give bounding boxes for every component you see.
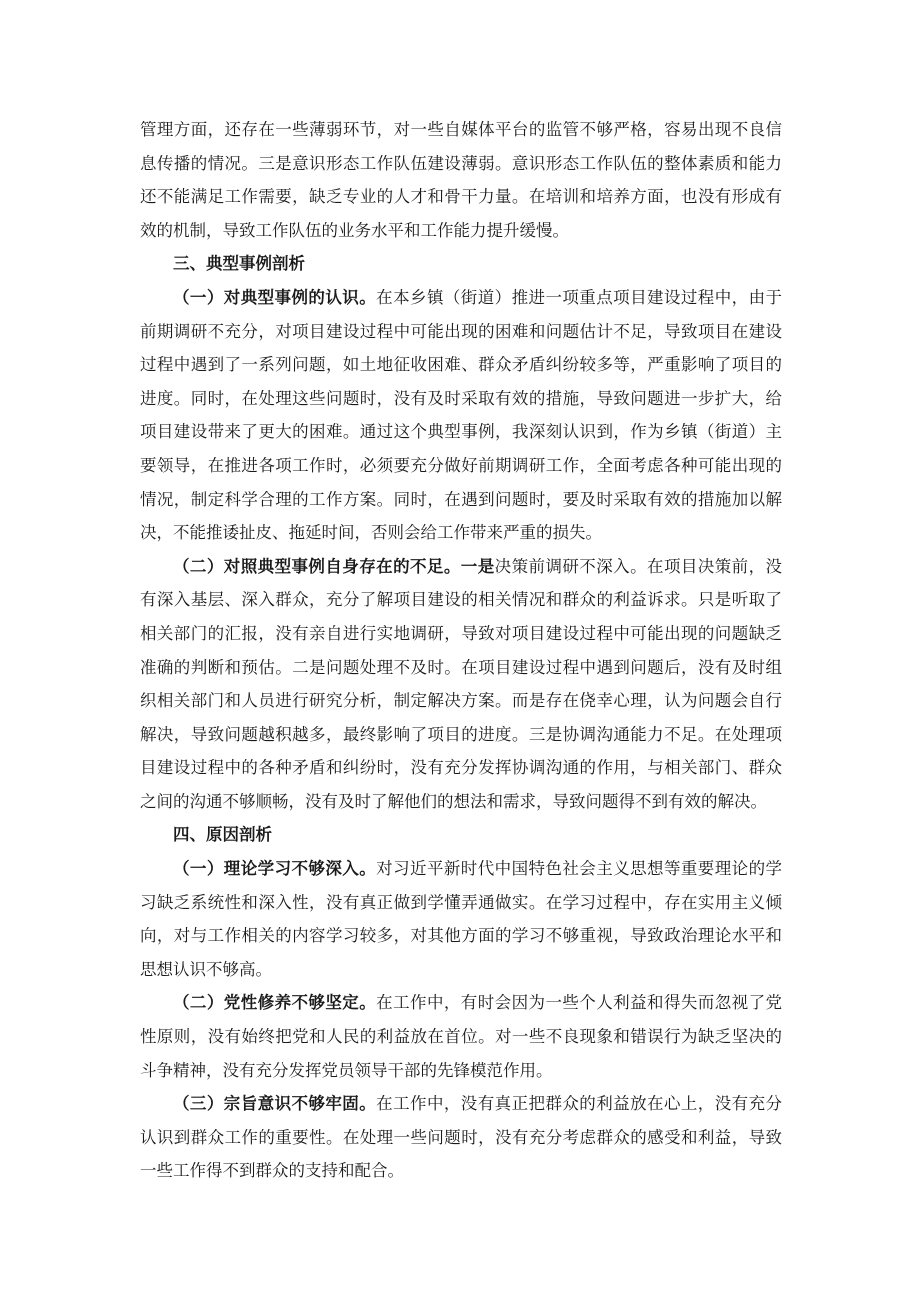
paragraph-4-3 (140, 1087, 782, 1188)
paragraph-lead: （三）宗旨意识不够牢固。 (173, 1094, 377, 1114)
paragraph-text: 对习近平新时代中国特色社会主义思想等重要理论的学习缺乏系统性和深入性，没有真正做到学懂弄通做实。在学习过程中，存在实用主义倾向，对与工作相关的内容学习较多，对其他方面的学习不够重视，导致政治理论水平和思想认识不够高。 (140, 859, 783, 979)
paragraph-4-2 (140, 986, 782, 1087)
document-page (140, 113, 782, 1188)
paragraph-text: 在工作中，有时会因为一些个人利益和得失而忽视了党性原则，没有始终把党和人民的利益放在首位。对一些不良现象和错误行为缺乏坚决的斗争精神，没有充分发挥党员领导干部的先锋模范作用。 (140, 993, 783, 1080)
paragraph-lead: （一）理论学习不够深入。 (173, 859, 377, 879)
paragraph-lead: （一）对典型事例的认识。 (173, 287, 377, 307)
paragraph-4-1 (140, 852, 782, 986)
paragraph-3-2 (140, 550, 782, 819)
paragraph-text: 在工作中，没有真正把群众的利益放在心上，没有充分认识到群众工作的重要性。在处理一些问题时，没有充分考虑群众的感受和利益，导致一些工作得不到群众的支持和配合。 (140, 1094, 783, 1181)
paragraph-text: 决策前调研不深入。在项目决策前，没有深入基层、深入群众，充分了解项目建设的相关情况和群众的利益诉求。只是听取了相关部门的汇报，没有亲自进行实地调研，导致对项目建设过程中可能出现的问题缺乏准确的判断和预估。二是问题处理不及时。在项目建设过程中遇到问题后，没有及时组织相关部门和人员进行研究分析，制定解决方案。而是存在侥幸心理，认为问题会自行解决，导致问题越积越多，最终影响了项目的进度。三是协调沟通能力不足。在处理项目建设过程中的各种矛盾和纠纷时，没有充分发挥协调沟通的作用，与相关部门、群众之间的沟通不够顺畅，没有及时了解他们的想法和需求，导致问题得不到有效的解决。 (140, 556, 783, 811)
paragraph-intro: 管理方面，还存在一些薄弱环节，对一些自媒体平台的监管不够严格，容易出现不良信息传播的情况。三是意识形态工作队伍建设薄弱。意识形态工作队伍的整体素质和能力还不能满足工作需要，缺乏专业的人才和骨干力量。在培训和培养方面，也没有形成有效的机制，导致工作队伍的业务水平和工作能力提升缓慢。 (140, 120, 782, 240)
section-heading-3: 三、典型事例剖析 (173, 254, 305, 274)
paragraph-lead: （二）党性修养不够坚定。 (173, 993, 377, 1013)
paragraph-lead: （二）对照典型事例自身存在的不足。 (173, 556, 461, 576)
paragraph-text: 在本乡镇（街道）推进一项重点项目建设过程中，由于前期调研不充分，对项目建设过程中可能出现的困难和问题估计不足，导致项目在建设过程中遇到了一系列问题，如土地征收困难、群众矛盾纠纷较多等，严重影响了项目的进度。同时，在处理这些问题时，没有及时采取有效的措施，导致问题进一步扩大，给项目建设带来了更大的困难。通过这个典型事例，我深刻认识到，作为乡镇（街道）主要领导，在推进各项工作时，必须要充分做好前期调研工作，全面考虑各种可能出现的情况，制定科学合理的工作方案。同时，在遇到问题时，要及时采取有效的措施加以解决，不能推诿扯皮、拖延时间，否则会给工作带来严重的损失。 (140, 287, 783, 543)
section-heading-4: 四、原因剖析 (173, 825, 272, 845)
paragraph-sublead: 一是 (460, 556, 495, 576)
paragraph-3-1 (140, 281, 782, 550)
